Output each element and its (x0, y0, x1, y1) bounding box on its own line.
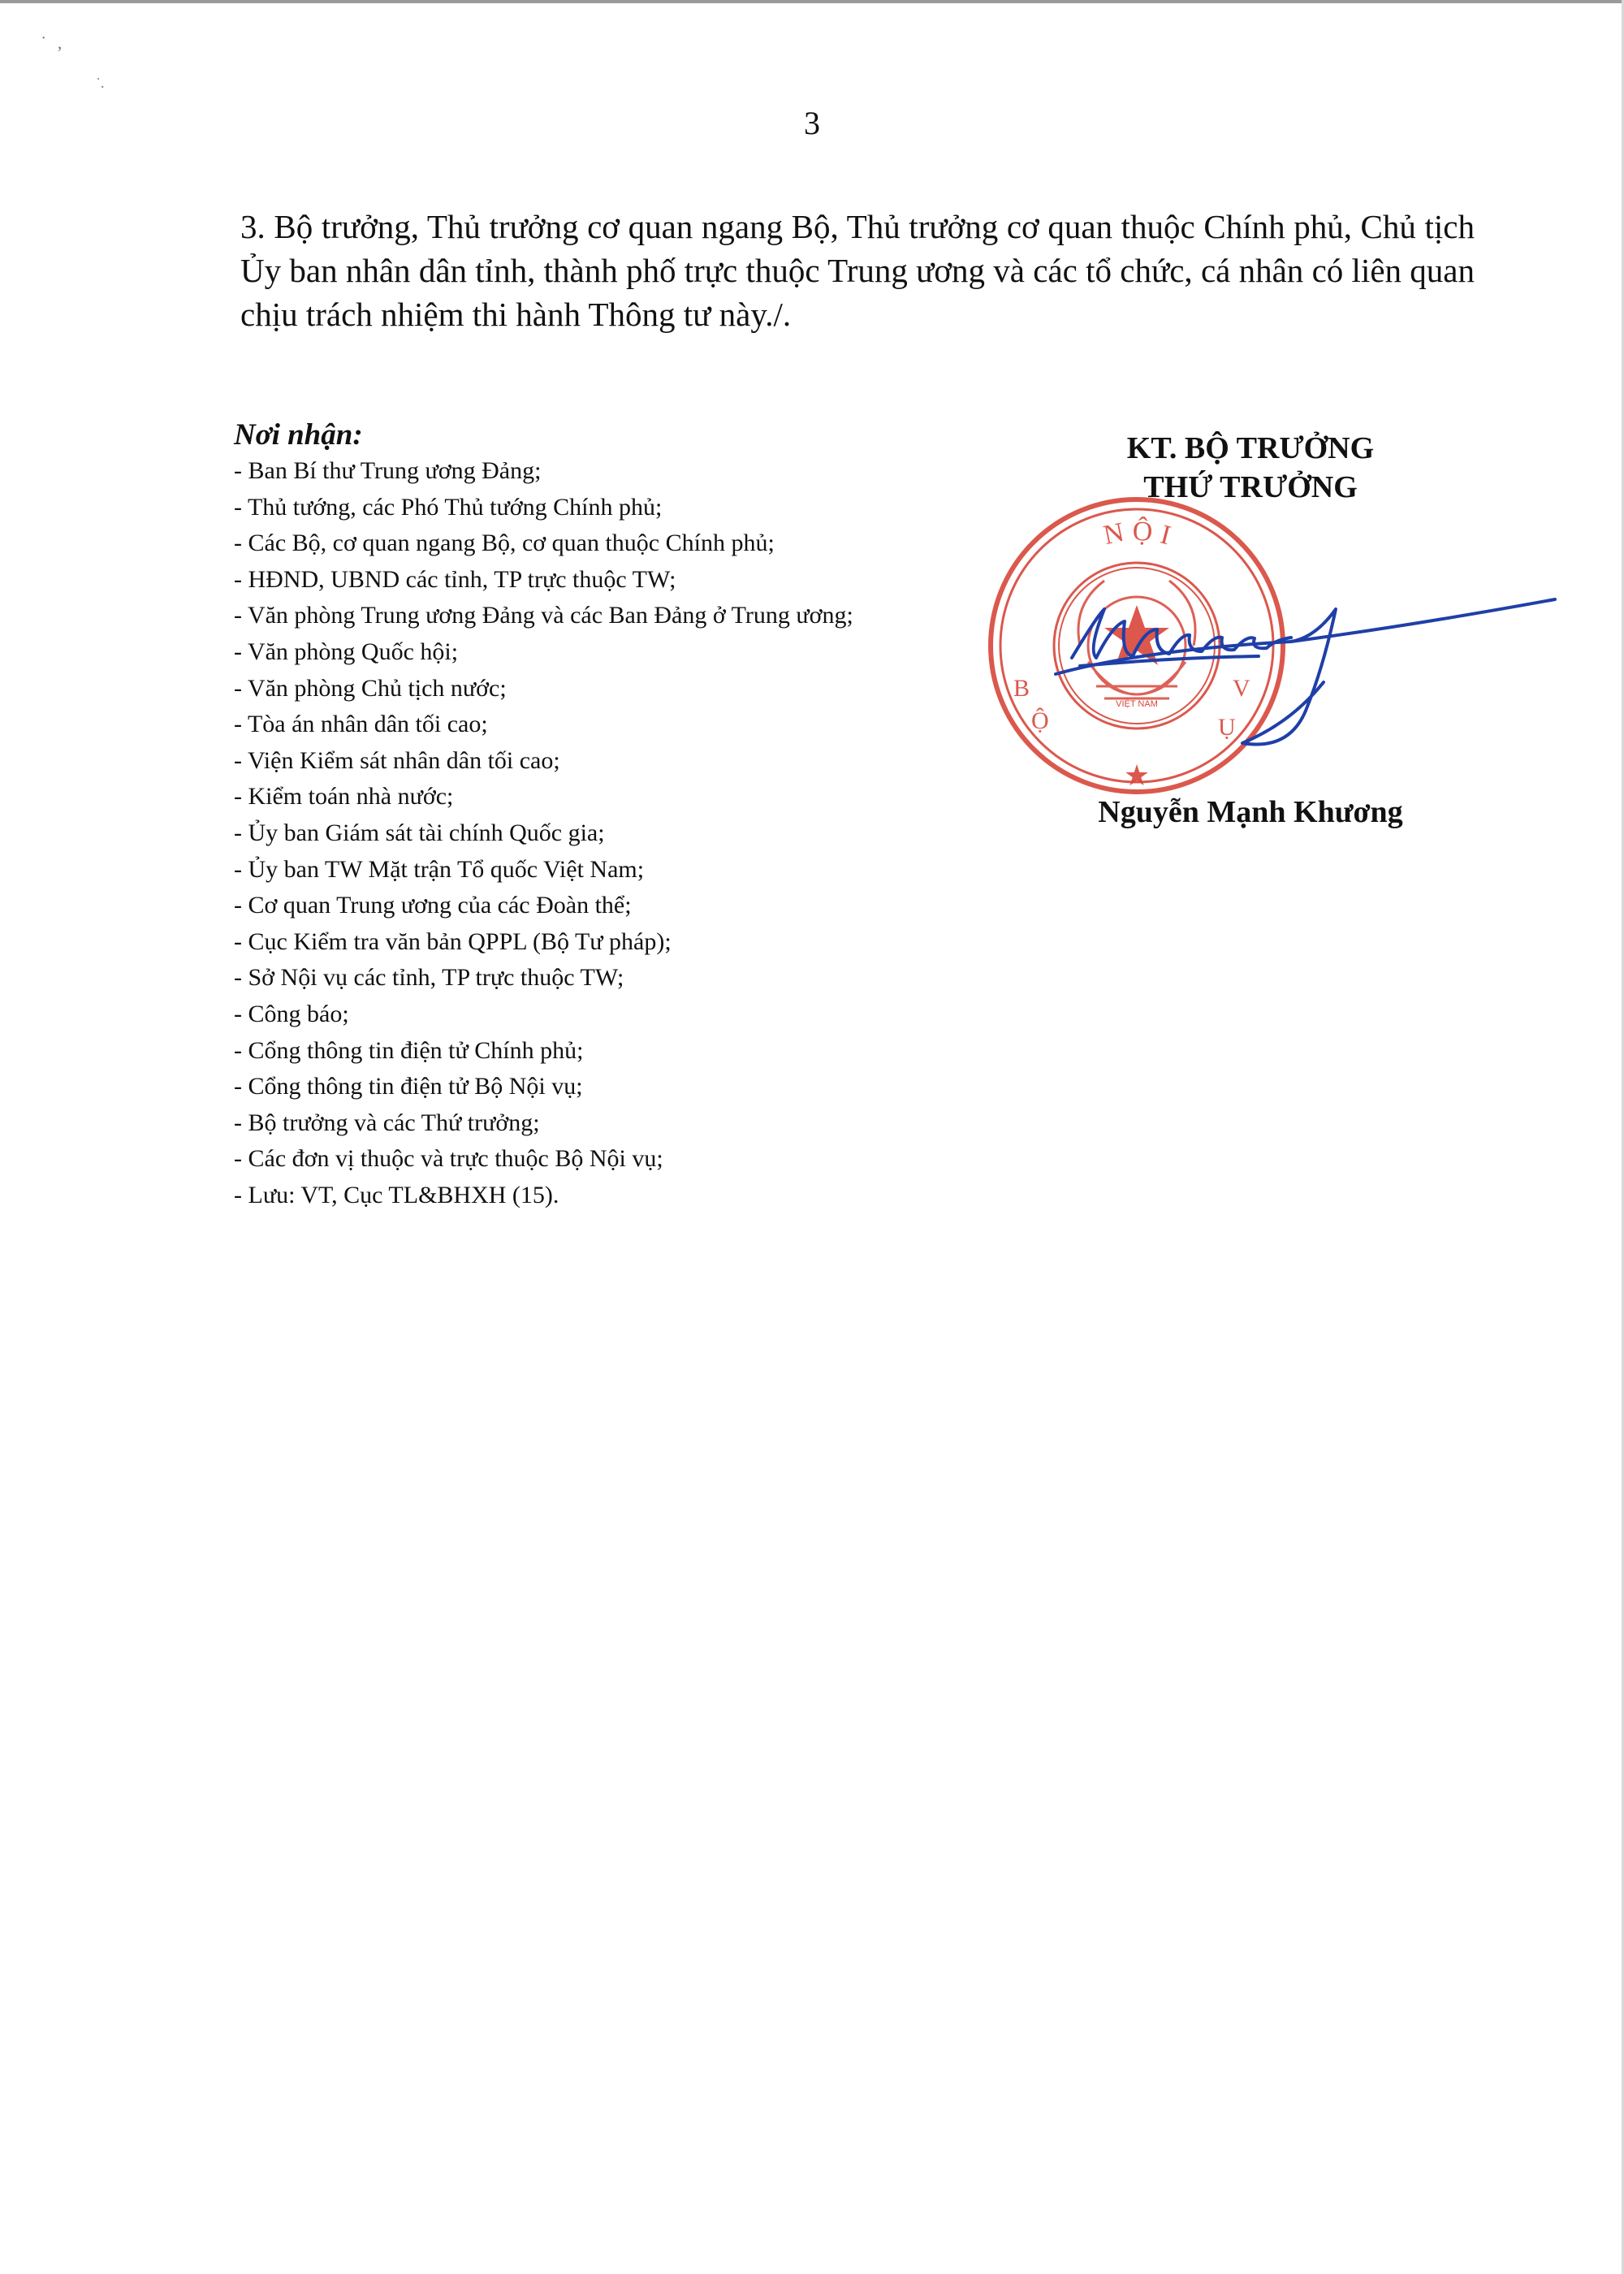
recipient-item: - Bộ trưởng và các Thứ trưởng; (234, 1109, 540, 1136)
recipient-item: - Văn phòng Chủ tịch nước; (234, 674, 507, 702)
svg-text:VIỆT NAM: VIỆT NAM (1116, 699, 1158, 709)
signer-name: Nguyễn Mạnh Khương (1098, 795, 1403, 829)
svg-text:★: ★ (1123, 759, 1151, 792)
recipient-item: - Công báo; (234, 1000, 349, 1027)
recipient-item: - Văn phòng Trung ương Đảng và các Ban Đảng ở Trung ương; (234, 602, 853, 629)
recipient-item: - Cơ quan Trung ương của các Đoàn thể; (234, 892, 632, 919)
scan-top-border (0, 0, 1624, 3)
scan-speck: ˙ , (41, 32, 66, 53)
recipient-item: - Các đơn vị thuộc và trực thuộc Bộ Nội vụ; (234, 1145, 663, 1173)
recipient-item: - Ban Bí thư Trung ương Đảng; (234, 457, 542, 484)
svg-text:N Ộ I: N Ộ I (1100, 516, 1174, 551)
recipient-item: - Văn phòng Quốc hội; (234, 638, 459, 665)
recipient-item: - Lưu: VT, Cục TL&BHXH (15). (234, 1181, 559, 1208)
recipient-item: - Thủ tướng, các Phó Thủ tướng Chính phủ; (234, 493, 663, 521)
recipient-item: - Tòa án nhân dân tối cao; (234, 711, 488, 738)
recipient-item: - Sở Nội vụ các tỉnh, TP trực thuộc TW; (234, 964, 624, 992)
recipient-item: - Cổng thông tin điện tử Chính phủ; (234, 1036, 584, 1064)
recipient-item: - Viện Kiểm sát nhân dân tối cao; (234, 746, 560, 774)
svg-text:B: B (1013, 675, 1030, 702)
recipients-block (234, 419, 1013, 1213)
svg-text:Ụ: Ụ (1218, 714, 1236, 741)
recipients-title: Nơi nhận: (234, 418, 363, 452)
recipient-item: - Cục Kiểm tra văn bản QPPL (Bộ Tư pháp); (234, 927, 672, 955)
svg-text:V: V (1233, 675, 1250, 702)
recipients-list (234, 453, 1013, 1213)
recipient-item: - Ủy ban Giám sát tài chính Quốc gia; (234, 819, 605, 846)
handwritten-signature-icon (1047, 560, 1567, 755)
recipient-item: - Ủy ban TW Mặt trận Tổ quốc Việt Nam; (234, 855, 645, 883)
scan-speck: ˙. (96, 75, 105, 91)
signer-role-line1: KT. BỘ TRƯỞNG (1126, 431, 1375, 465)
recipient-item: - Cổng thông tin điện tử Bộ Nội vụ; (234, 1073, 583, 1100)
svg-text:Ộ: Ộ (1031, 707, 1049, 734)
signer-role-line2: THỨ TRƯỞNG (1143, 470, 1358, 504)
recipient-item: - Kiểm toán nhà nước; (234, 783, 454, 811)
page-number: 3 (804, 105, 820, 141)
recipient-item: - HĐND, UBND các tỉnh, TP trực thuộc TW; (234, 565, 676, 593)
recipient-item: - Các Bộ, cơ quan ngang Bộ, cơ quan thuộc Chính phủ; (234, 530, 775, 557)
closing-paragraph: 3. Bộ trưởng, Thủ trưởng cơ quan ngang Bộ, Thủ trưởng cơ quan thuộc Chính phủ, Chủ tịch Ủy ban nhân dân tỉnh, thành phố trực thuộc Trung ương và các tổ chức, cá nhân có liên quan chịu trách nhiệm thi hành Thông tư này./. (240, 208, 1475, 333)
